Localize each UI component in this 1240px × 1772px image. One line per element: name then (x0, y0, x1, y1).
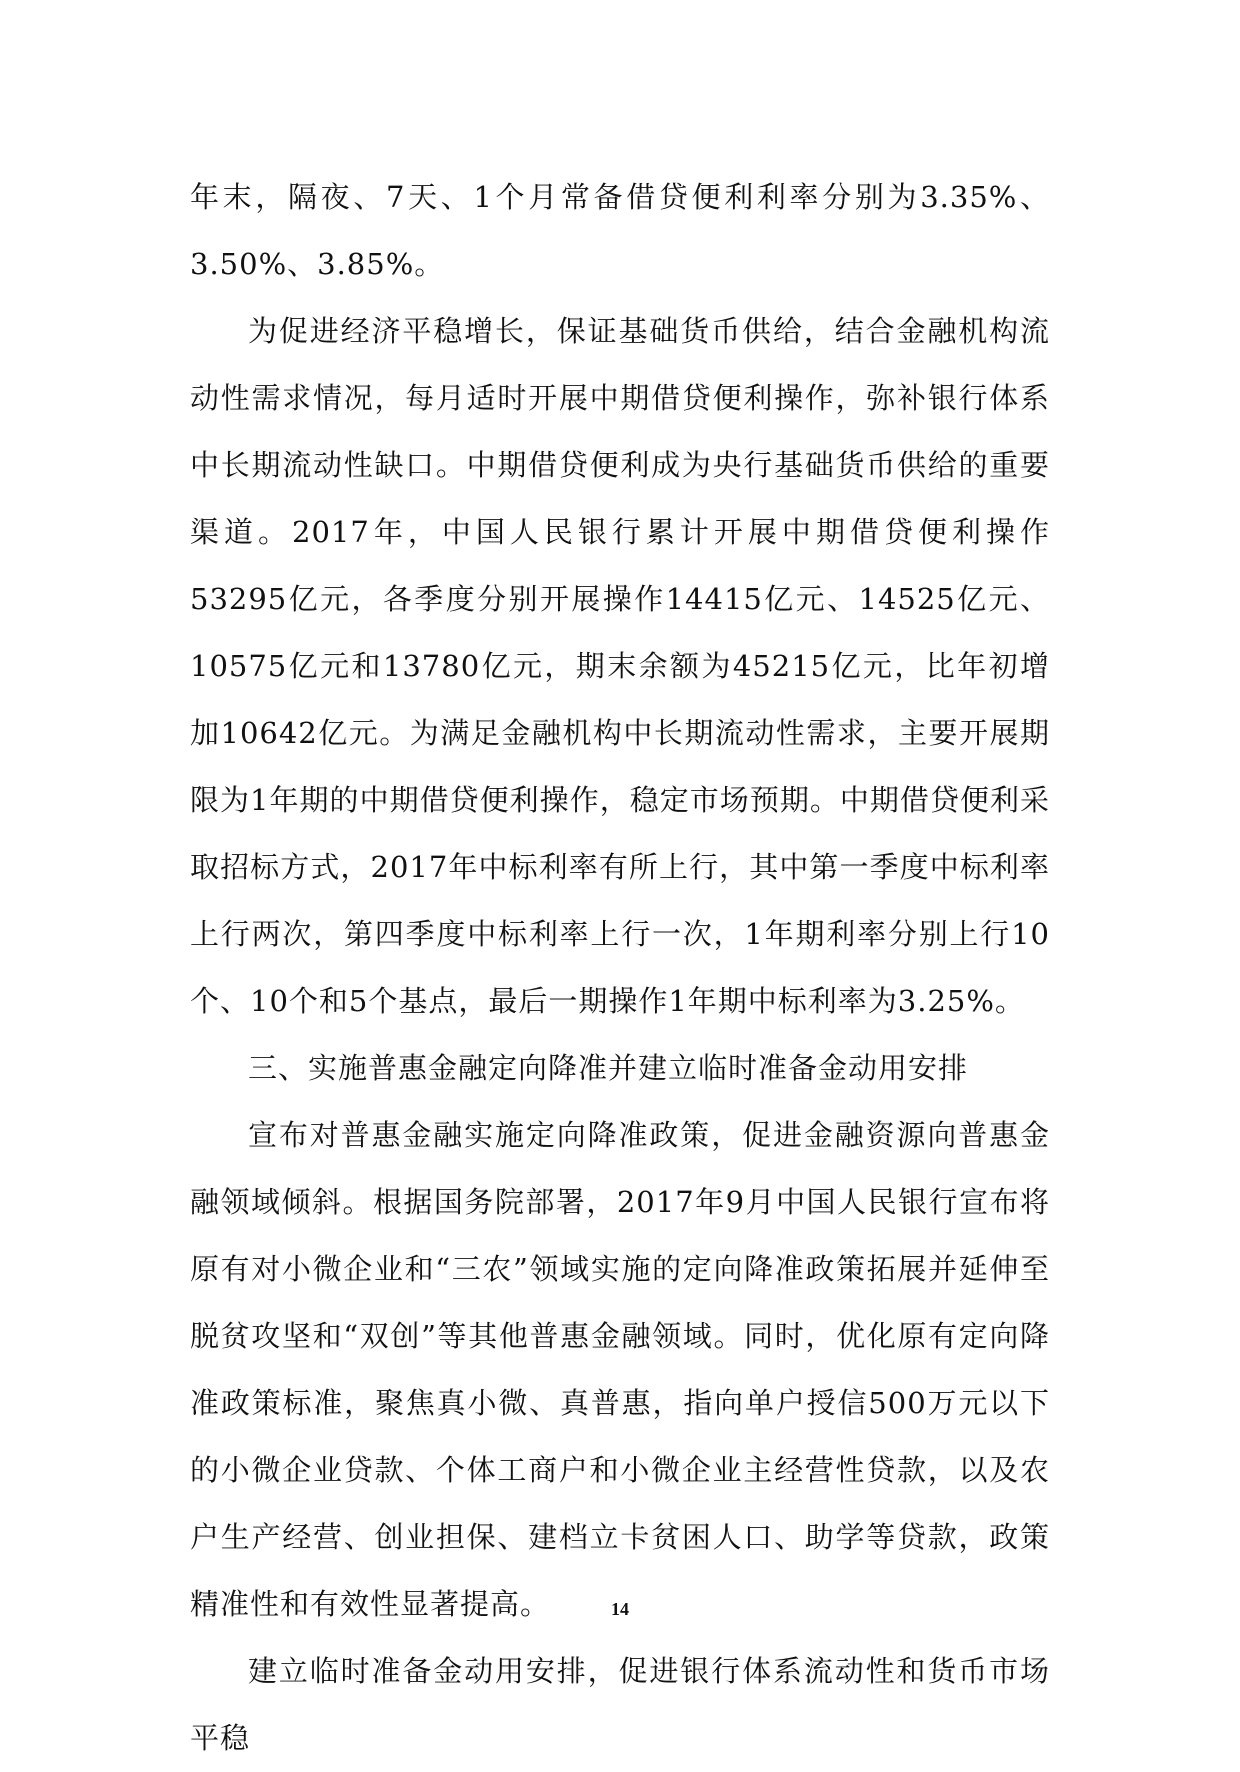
targeted-rrr-paragraph: 宣布对普惠金融实施定向降准政策，促进金融资源向普惠金融领域倾斜。根据国务院部署，2017年9月中国人民银行宣布将原有对小微企业和“三农”领域实施的定向降准政策拓展并延伸至脱贫攻坚和“双创”等其他普惠金融领域。同时，优化原有定向降准政策标准，聚焦真小微、真普惠，指向单户授信500万元以下的小微企业贷款、个体工商户和小微企业主经营性贷款，以及农户生产经营、创业担保、建档立卡贫困人口、助学等贷款，政策精准性和有效性显著提高。 (190, 1118, 1050, 1621)
section-heading: 三、实施普惠金融定向降准并建立临时准备金动用安排 (248, 1051, 969, 1085)
temporary-reserve-paragraph: 建立临时准备金动用安排，促进银行体系流动性和货币市场平稳 (190, 1654, 1050, 1755)
page-number: 14 (611, 1599, 629, 1619)
mlf-paragraph: 为促进经济平稳增长，保证基础货币供给，结合金融机构流动性需求情况，每月适时开展中期借贷便利操作，弥补银行体系中长期流动性缺口。中期借贷便利成为央行基础货币供给的重要渠道。2017年，中国人民银行累计开展中期借贷便利操作53295亿元，各季度分别开展操作14415亿元、14525亿元、10575亿元和13780亿元，期末余额为45215亿元，比年初增加10642亿元。为满足金融机构中长期流动性需求，主要开展期限为1年期的中期借贷便利操作，稳定市场预期。中期借贷便利采取招标方式，2017年中标利率有所上行，其中第一季度中标利率上行两次，第四季度中标利率上行一次，1年期利率分别上行10个、10个和5个基点，最后一期操作1年期中标利率为3.25%。 (190, 314, 1050, 1018)
page-body (190, 164, 1050, 1772)
continued-paragraph: 年末，隔夜、7天、1个月常备借贷便利利率分别为3.35%、3.50%、3.85%。 (190, 180, 1050, 281)
